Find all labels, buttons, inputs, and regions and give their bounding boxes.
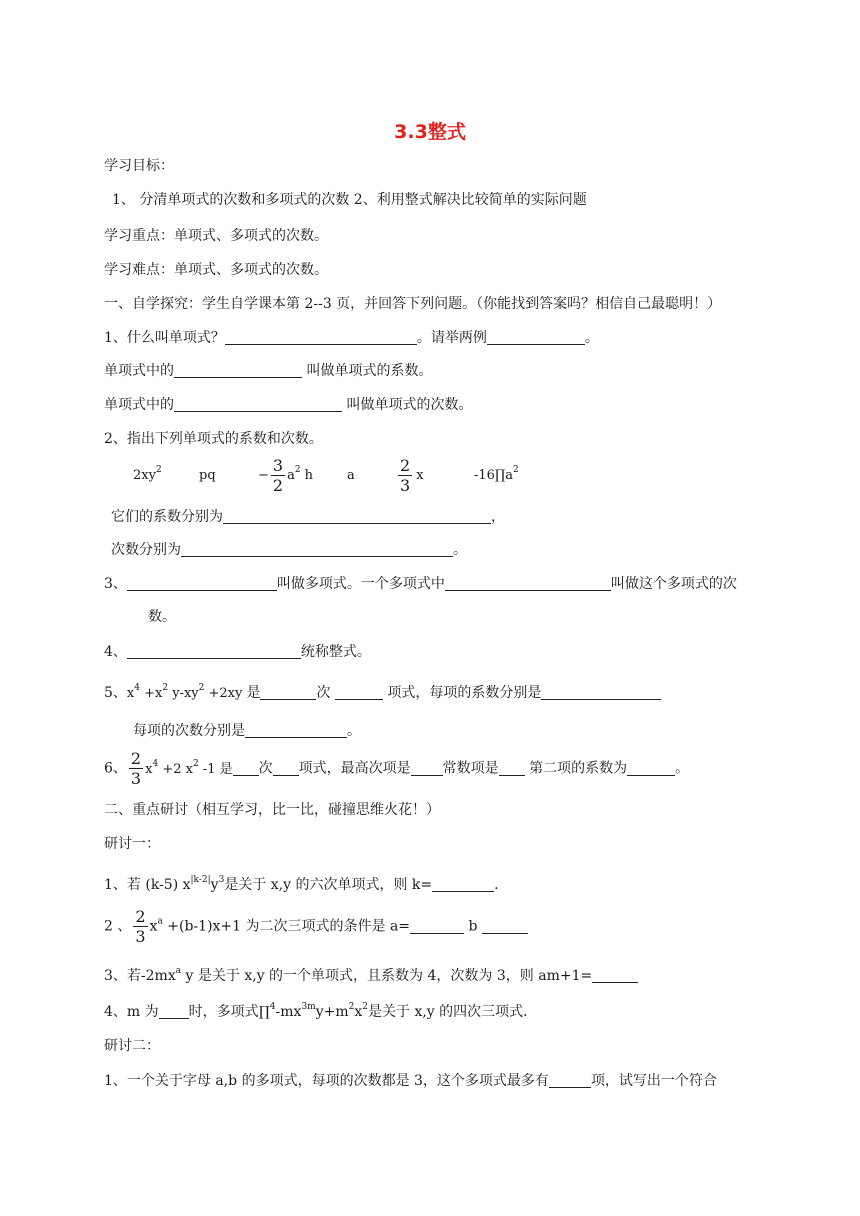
question-3: 3、 叫做多项式。一个多项式中 叫做这个多项式的次 bbox=[104, 576, 737, 592]
q1-text: 叫做单项式的系数。 bbox=[302, 363, 433, 379]
answer-blank[interactable] bbox=[223, 509, 491, 524]
q1-text: 单项式中的 bbox=[104, 363, 174, 379]
answer-blank[interactable] bbox=[233, 761, 259, 776]
answer-blank[interactable] bbox=[127, 576, 277, 591]
answer-blank[interactable] bbox=[549, 1073, 591, 1088]
question-6: 6、 $\frac{2}{3}$ $x^4 +2$ $x^2$ -1 是 次 项式，最高次项是 常数项是 第二项的系数为 。 bbox=[104, 749, 690, 788]
discussion-1-q1: 1、若 (k-5) $x^{|k-2|}y^3$是关于 x,y 的六次单项式，则 k= . bbox=[104, 875, 499, 893]
q1-text: 。请举两例 bbox=[416, 330, 487, 346]
question-4: 4、 统称整式。 bbox=[104, 644, 371, 660]
monomial-3: − $\frac{3}{2}$ $a^2$ h bbox=[258, 456, 313, 495]
part1-heading: 一、自学探究：学生自学课本第 2--3 页，并回答下列问题。（你能找到答案吗？相信自己最聪明！） bbox=[104, 296, 722, 312]
goals-heading: 学习目标： bbox=[104, 158, 174, 174]
answer-blank[interactable] bbox=[627, 761, 675, 776]
key-point: 学习重点：单项式、多项式的次数。 bbox=[104, 228, 328, 244]
discussion-2-heading: 研讨二： bbox=[104, 1038, 160, 1054]
answer-blank[interactable] bbox=[499, 761, 525, 776]
answer-blank[interactable] bbox=[487, 330, 585, 345]
goals-line: 1、 分清单项式的次数和多项式的次数 2、利用整式解决比较简单的实际问题 bbox=[112, 192, 587, 208]
answer-blank[interactable] bbox=[445, 576, 611, 591]
answer-blank[interactable] bbox=[225, 330, 417, 345]
q1-text: 。 bbox=[584, 330, 599, 346]
doc-title: 3.3整式 bbox=[394, 121, 466, 143]
question-3-cont: 数。 bbox=[148, 609, 176, 625]
answer-blank[interactable] bbox=[335, 685, 383, 700]
answer-blank[interactable] bbox=[273, 761, 299, 776]
monomial-2: pq bbox=[199, 468, 216, 483]
answer-blank[interactable] bbox=[411, 761, 443, 776]
discussion-2-q1: 1、一个关于字母 a,b 的多项式，每项的次数都是 3，这个多项式最多有 项，试写出一个符合 bbox=[104, 1073, 717, 1089]
answer-blank[interactable] bbox=[541, 685, 661, 700]
monomial-1: $2xy^2$ bbox=[133, 465, 162, 483]
coefficients-line: 它们的系数分别为 ， bbox=[111, 509, 505, 525]
question-1-coef bbox=[104, 362, 432, 380]
discussion-1-q3: 3、若$-2mx^a$ y 是关于 x,y 的一个单项式，且系数为 4，次数为 3，则 am+1= bbox=[104, 967, 638, 985]
answer-blank[interactable] bbox=[482, 919, 528, 934]
answer-blank[interactable] bbox=[260, 685, 316, 700]
answer-blank[interactable] bbox=[174, 397, 342, 412]
monomial-6: $-16\prod a^2$ bbox=[474, 465, 519, 483]
question-1-line bbox=[104, 329, 599, 347]
discussion-1-heading: 研讨一： bbox=[104, 836, 160, 852]
q1-text: 1、什么叫单项式？ bbox=[104, 330, 225, 346]
degrees-line: 次数分别为 。 bbox=[111, 542, 467, 558]
answer-blank[interactable] bbox=[592, 968, 638, 983]
answer-blank[interactable] bbox=[159, 1004, 189, 1019]
q1-text: 单项式中的 bbox=[104, 397, 174, 413]
monomial-4: a bbox=[347, 468, 355, 483]
answer-blank[interactable] bbox=[181, 542, 453, 557]
q1-text: 叫做单项式的次数。 bbox=[342, 397, 473, 413]
difficulty: 学习难点：单项式、多项式的次数。 bbox=[104, 262, 328, 278]
discussion-1-q4: 4、m 为 时，多项式$\prod^4-mx^{3m}y+m^2x^2$是关于 x,y 的四次三项式. bbox=[104, 1002, 528, 1020]
answer-blank[interactable] bbox=[410, 919, 464, 934]
part2-heading: 二、重点研讨（相互学习，比一比，碰撞思维火花！） bbox=[104, 802, 440, 818]
answer-blank[interactable] bbox=[245, 723, 347, 738]
monomial-5: $\frac{2}{3}$ x bbox=[400, 456, 424, 495]
answer-blank[interactable] bbox=[432, 877, 494, 892]
question-1-degree bbox=[104, 396, 472, 414]
polynomial: $x^4 +x^2$ $y-xy^2 +2xy$ bbox=[126, 683, 247, 701]
question-5: 5、$x^4 +x^2$ $y-xy^2 +2xy$ 是 次 项式，每项的系数分别是 bbox=[104, 684, 661, 703]
answer-blank[interactable] bbox=[127, 644, 301, 659]
question-2: 2、指出下列单项式的系数和次数。 bbox=[104, 431, 323, 447]
question-5-cont: 每项的次数分别是 。 bbox=[133, 723, 361, 739]
answer-blank[interactable] bbox=[174, 363, 302, 378]
discussion-1-q2: 2 、 $\frac{2}{3}$ $x^a +(b-1)x+1$ 为二次三项式的条件是 a= b bbox=[104, 907, 528, 946]
